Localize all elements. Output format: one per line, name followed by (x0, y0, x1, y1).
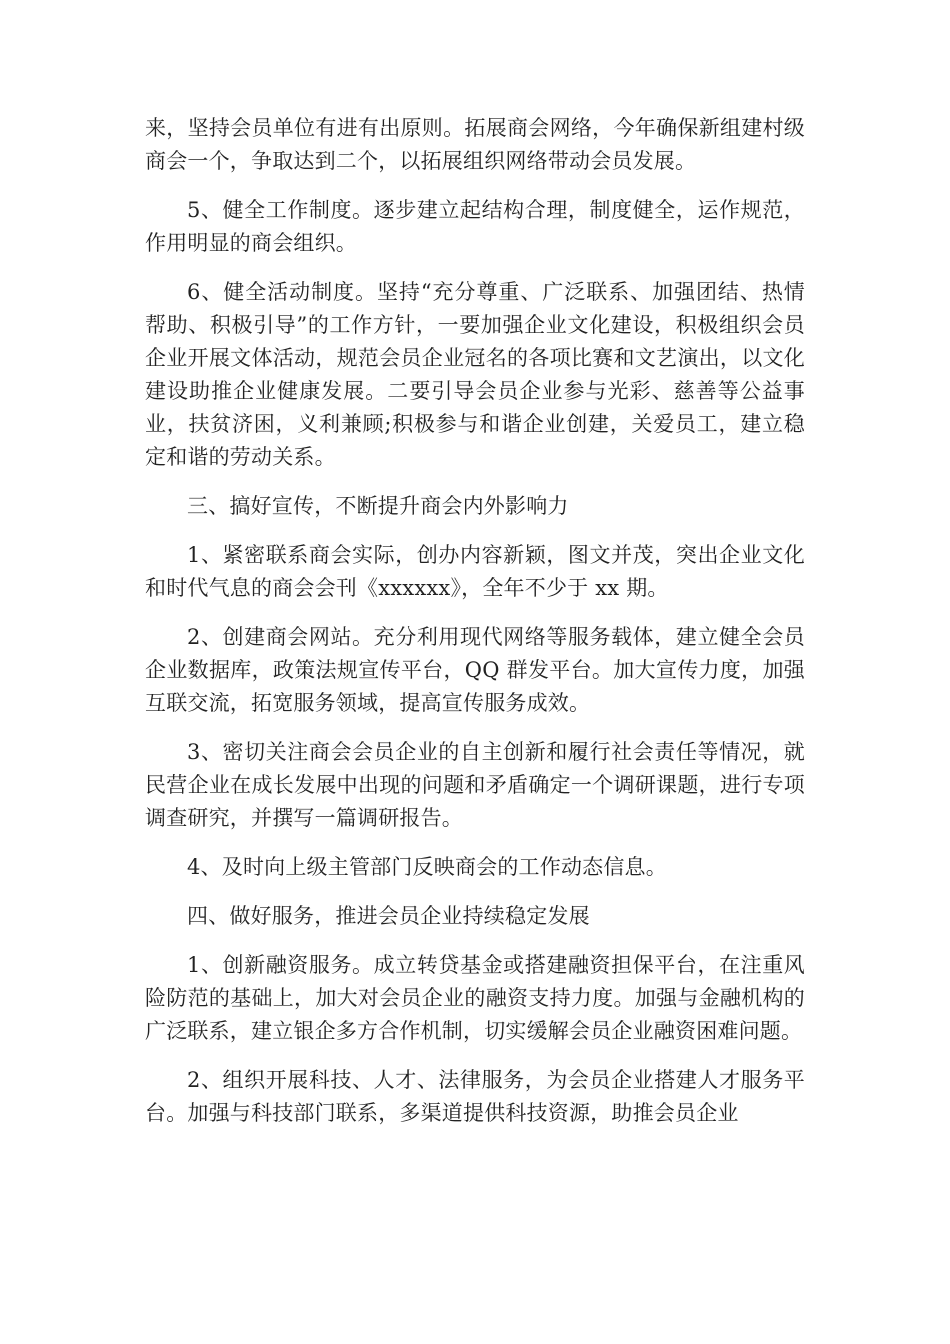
paragraph-item-6: 6、健全活动制度。坚持“充分尊重、广泛联系、加强团结、热情帮助、积极引导”的工作方针，一要加强企业文化建设，积极组织会员企业开展文体活动，规范会员企业冠名的各项比赛和文艺演出，以文化建设助推企业健康发展。二要引导会员企业参与光彩、慈善等公益事业，扶贫济困，义利兼顾;积极参与和谐企业创建，关爱员工，建立稳定和谐的劳动关系。 (145, 280, 805, 469)
paragraph-publicity-4: 4、及时向上级主管部门反映商会的工作动态信息。 (187, 855, 667, 879)
section-heading-4: 四、做好服务，推进会员企业持续稳定发展 (187, 904, 590, 928)
paragraph-item-5: 5、健全工作制度。逐步建立起结构合理，制度健全，运作规范，作用明显的商会组织。 (145, 198, 805, 255)
paragraph-service-1: 1、创新融资服务。成立转贷基金或搭建融资担保平台，在注重风险防范的基础上，加大对会员企业的融资支持力度。加强与金融机构的广泛联系，建立银企多方合作机制，切实缓解会员企业融资困难问题。 (145, 953, 805, 1043)
paragraph-publicity-2: 2、创建商会网站。充分利用现代网络等服务载体，建立健全会员企业数据库，政策法规宣传平台，QQ 群发平台。加大宣传力度，加强互联交流，拓宽服务领域，提高宣传服务成效。 (145, 625, 805, 715)
paragraph-publicity-1: 1、紧密联系商会实际，创办内容新颖，图文并茂，突出企业文化和时代气息的商会会刊《xxxxxx》，全年不少于 xx 期。 (145, 543, 805, 600)
section-heading-3: 三、搞好宣传，不断提升商会内外影响力 (187, 494, 569, 518)
paragraph-continuation: 来，坚持会员单位有进有出原则。拓展商会网络，今年确保新组建村级商会一个，争取达到二个，以拓展组织网络带动会员发展。 (145, 116, 805, 173)
paragraph-service-2: 2、组织开展科技、人才、法律服务，为会员企业搭建人才服务平台。加强与科技部门联系，多渠道提供科技资源，助推会员企业 (145, 1068, 805, 1125)
paragraph-publicity-3: 3、密切关注商会会员企业的自主创新和履行社会责任等情况，就民营企业在成长发展中出现的问题和矛盾确定一个调研课题，进行专项调查研究，并撰写一篇调研报告。 (145, 740, 805, 830)
document-page (145, 112, 805, 1146)
